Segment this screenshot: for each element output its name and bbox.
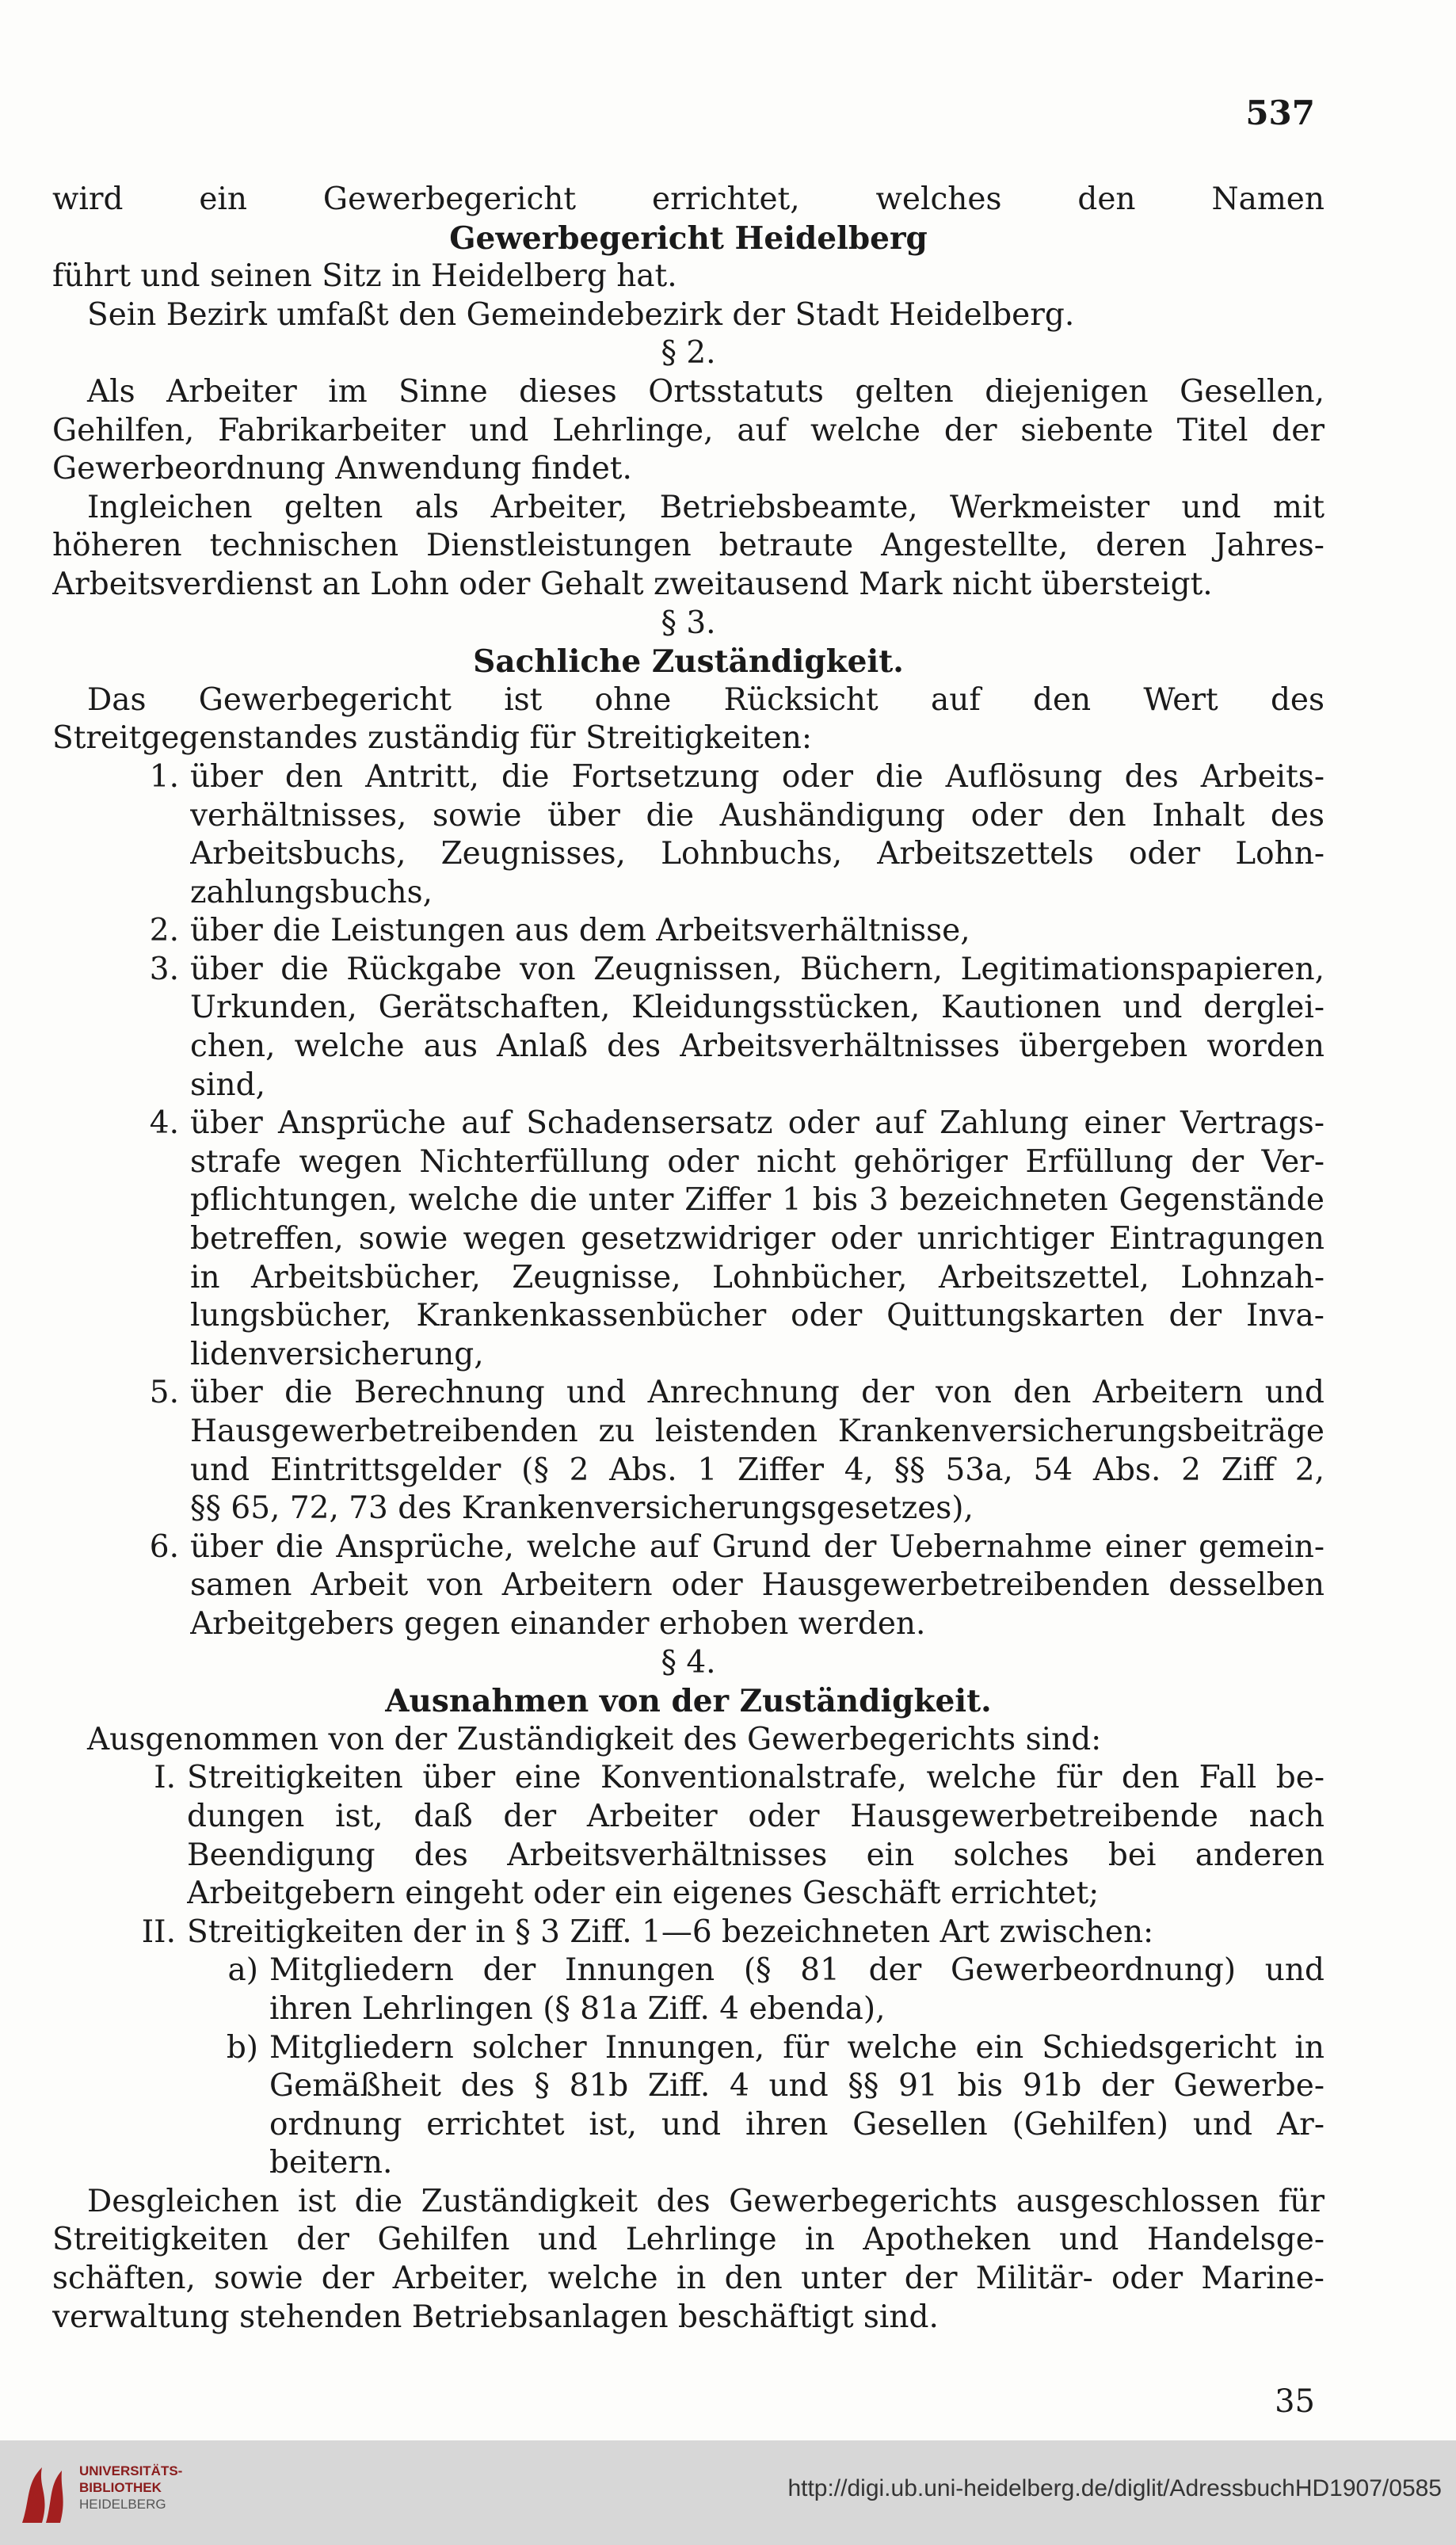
list-item	[52, 1374, 1325, 1528]
list-item	[52, 2029, 1325, 2183]
list-item-number: 2.	[149, 913, 179, 949]
closing-paragraph	[52, 2183, 1325, 2337]
paragraph-line: Desgleichen ist die Zuständigkeit des Gewerbegerichts ausgeschlossen für	[87, 2183, 1325, 2219]
list-item	[52, 1528, 1325, 1644]
paragraph-line: Gewerbeordnung Anwendung findet.	[52, 451, 632, 487]
list-item-line: §§ 65, 72, 73 des Krankenversicherungsgesetzes),	[190, 1490, 974, 1527]
list-item-line: lungsbücher, Krankenkassenbücher oder Quittungskarten der Inva-	[190, 1298, 1325, 1334]
list-item-line: pflichtungen, welche die unter Ziffer 1 bis 3 bezeichneten Gegenstände	[190, 1182, 1325, 1219]
list-item-line: dungen ist, daß der Arbeiter oder Hausgewerbetreibende nach	[187, 1798, 1325, 1834]
list-item-line: Hausgewerbetreibenden zu leistenden Krankenversicherungsbeiträge	[190, 1414, 1325, 1449]
list-item	[52, 1759, 1325, 1913]
list-item-line: verhältnisses, sowie über die Aushändigung oder den Inhalt des	[190, 797, 1325, 834]
library-name-line: BIBLIOTHEK	[79, 2480, 162, 2495]
list-item-line: und Eintrittsgelder (§ 2 Abs. 1 Ziffer 4, §§ 53a, 54 Abs. 2 Ziff 2,	[190, 1452, 1325, 1488]
list-item-number: 6.	[149, 1528, 179, 1565]
list-item-line: Streitigkeiten über eine Konventionalstrafe, welche für den Fall be-	[187, 1760, 1325, 1796]
list-item-line: über die Berechnung und Anrechnung der von den Arbeitern und	[190, 1375, 1325, 1411]
paragraph-line: Streitigkeiten der Gehilfen und Lehrlinge in Apotheken und Handelsge-	[52, 2222, 1325, 2258]
list-item-number: II.	[141, 1914, 176, 1950]
paragraph-line: Als Arbeiter im Sinne dieses Ortsstatuts gelten diejenigen Gesellen,	[87, 373, 1325, 410]
page-number: 537	[1245, 93, 1315, 132]
list-item	[52, 758, 1325, 912]
list-item-line: Mitgliedern der Innungen (§ 81 der Gewerbeordnung) und	[269, 1952, 1325, 1989]
list-item-line: in Arbeitsbücher, Zeugnisse, Lohnbücher, Arbeitszettel, Lohnzah-	[190, 1259, 1325, 1295]
list-item-line: chen, welche aus Anlaß des Arbeitsverhältnisses übergeben worden	[190, 1028, 1325, 1065]
list-item-line: samen Arbeit von Arbeitern oder Hausgewerbetreibenden desselben	[190, 1567, 1325, 1604]
paragraph-line: verwaltung stehenden Betriebsanlagen beschäftigt sind.	[52, 2299, 939, 2335]
paragraph-line: Ausgenommen von der Zuständigkeit des Gewerbegerichts sind:	[87, 1721, 1102, 1757]
library-footer-bar	[0, 2440, 1456, 2545]
list-item-number: 1.	[149, 758, 179, 795]
list-item-line: Urkunden, Gerätschaften, Kleidungsstücken, Kautionen und derglei-	[190, 990, 1325, 1026]
list-item-line: über den Antritt, die Fortsetzung oder die Auflösung des Arbeits-	[190, 758, 1325, 795]
list-item	[52, 951, 1325, 1105]
list-item	[52, 912, 1325, 951]
list-item-line: sind,	[190, 1066, 265, 1103]
list-item-line: betreffen, sowie wegen gesetzwidriger oder unrichtiger Eintragungen	[190, 1221, 1325, 1257]
library-name	[79, 2463, 182, 2513]
list-item-line: Gemäßheit des § 81b Ziff. 4 und §§ 91 bis 91b der Gewerbe-	[269, 2068, 1325, 2104]
court-name-heading: Gewerbegericht Heidelberg	[449, 219, 928, 257]
list-item-line: Beendigung des Arbeitsverhältnisses ein solches bei anderen	[187, 1837, 1325, 1873]
library-name-line: HEIDELBERG	[79, 2497, 166, 2512]
list-item-line: Mitgliedern solcher Innungen, für welche ein Schiedsgericht in	[269, 2029, 1325, 2066]
exception-list	[52, 1759, 1325, 2183]
list-item-line: über Ansprüche auf Schadensersatz oder auf Zahlung einer Vertrags-	[190, 1105, 1325, 1142]
list-item-line: Arbeitgebers gegen einander erhoben werden.	[190, 1605, 926, 1642]
section-title: Sachliche Zuständigkeit.	[473, 643, 904, 681]
list-item-number: I.	[154, 1760, 176, 1796]
list-item-line: Arbeitsbuchs, Zeugnisses, Lohnbuchs, Arbeitszettels oder Lohn-	[190, 836, 1325, 872]
paragraph-line: Arbeitsverdienst an Lohn oder Gehalt zweitausend Mark nicht übersteigt.	[52, 566, 1213, 602]
list-item-line: lidenversicherung,	[190, 1336, 484, 1372]
list-item-line: über die Ansprüche, welche auf Grund der Uebernahme einer gemein-	[190, 1528, 1325, 1565]
list-item-line: zahlungsbuchs,	[190, 874, 433, 910]
library-name-line: UNIVERSITÄTS-	[79, 2463, 183, 2478]
paragraph-line: höheren technischen Dienstleistungen betraute Angestellte, deren Jahres-	[52, 528, 1325, 564]
intro-line: Sein Bezirk umfaßt den Gemeindebezirk der Stadt Heidelberg.	[87, 296, 1075, 333]
enumerated-list	[52, 758, 1325, 1644]
list-item-number: a)	[227, 1952, 258, 1989]
source-url-link[interactable]: http://digi.ub.uni-heidelberg.de/diglit/AdressbuchHD1907/0585	[787, 2475, 1442, 2501]
list-item-line: strafe wegen Nichterfüllung oder nicht gehöriger Erfüllung der Ver-	[190, 1143, 1325, 1180]
paragraph-line: Das Gewerbegericht ist ohne Rücksicht auf den Wert des	[87, 681, 1325, 718]
intro-line: führt und seinen Sitz in Heidelberg hat.	[52, 258, 677, 295]
list-item-line: ihren Lehrlingen (§ 81a Ziff. 4 ebenda),	[269, 1990, 886, 2027]
section-title: Ausnahmen von der Zuständigkeit.	[385, 1683, 992, 1720]
list-item	[52, 1105, 1325, 1374]
paragraph-line: Ingleichen gelten als Arbeiter, Betriebsbeamte, Werkmeister und mit	[87, 489, 1325, 525]
list-item-line: Streitigkeiten der in § 3 Ziff. 1—6 bezeichneten Art zwischen:	[187, 1914, 1154, 1950]
section-heading: § 4.	[661, 1644, 716, 1681]
list-item-number: 4.	[149, 1105, 179, 1142]
intro-line: wird ein Gewerbegericht errichtet, welches den Namen	[52, 181, 1325, 217]
list-item-number: 3.	[149, 951, 179, 987]
list-item-number: 5.	[149, 1375, 179, 1411]
paragraph-line: schäften, sowie der Arbeiter, welche in den unter der Militär- oder Marine-	[52, 2261, 1325, 2297]
list-item-line: über die Leistungen aus dem Arbeitsverhältnisse,	[190, 913, 970, 949]
library-logo-icon	[14, 2452, 70, 2531]
paragraph-line: Gehilfen, Fabrikarbeiter und Lehrlinge, auf welche der siebente Titel der	[52, 412, 1325, 448]
list-item	[52, 1952, 1325, 2028]
printed-page-number: 35	[1275, 2383, 1315, 2420]
section-heading: § 3.	[661, 605, 716, 641]
section-heading: § 2.	[661, 335, 716, 372]
paragraph-line: Streitgegenstandes zuständig für Streitigkeiten:	[52, 720, 812, 757]
list-item-line: ordnung errichtet ist, und ihren Gesellen (Gehilfen) und Ar-	[269, 2106, 1325, 2142]
list-item-line: über die Rückgabe von Zeugnissen, Büchern, Legitimationspapieren,	[190, 951, 1325, 987]
list-item-line: Arbeitgebern eingeht oder ein eigenes Geschäft errichtet;	[187, 1875, 1100, 1912]
list-item-line: beitern.	[269, 2145, 393, 2181]
statute-text	[52, 181, 1325, 2337]
list-item	[52, 1914, 1325, 1952]
list-item-number: b)	[226, 2029, 258, 2066]
